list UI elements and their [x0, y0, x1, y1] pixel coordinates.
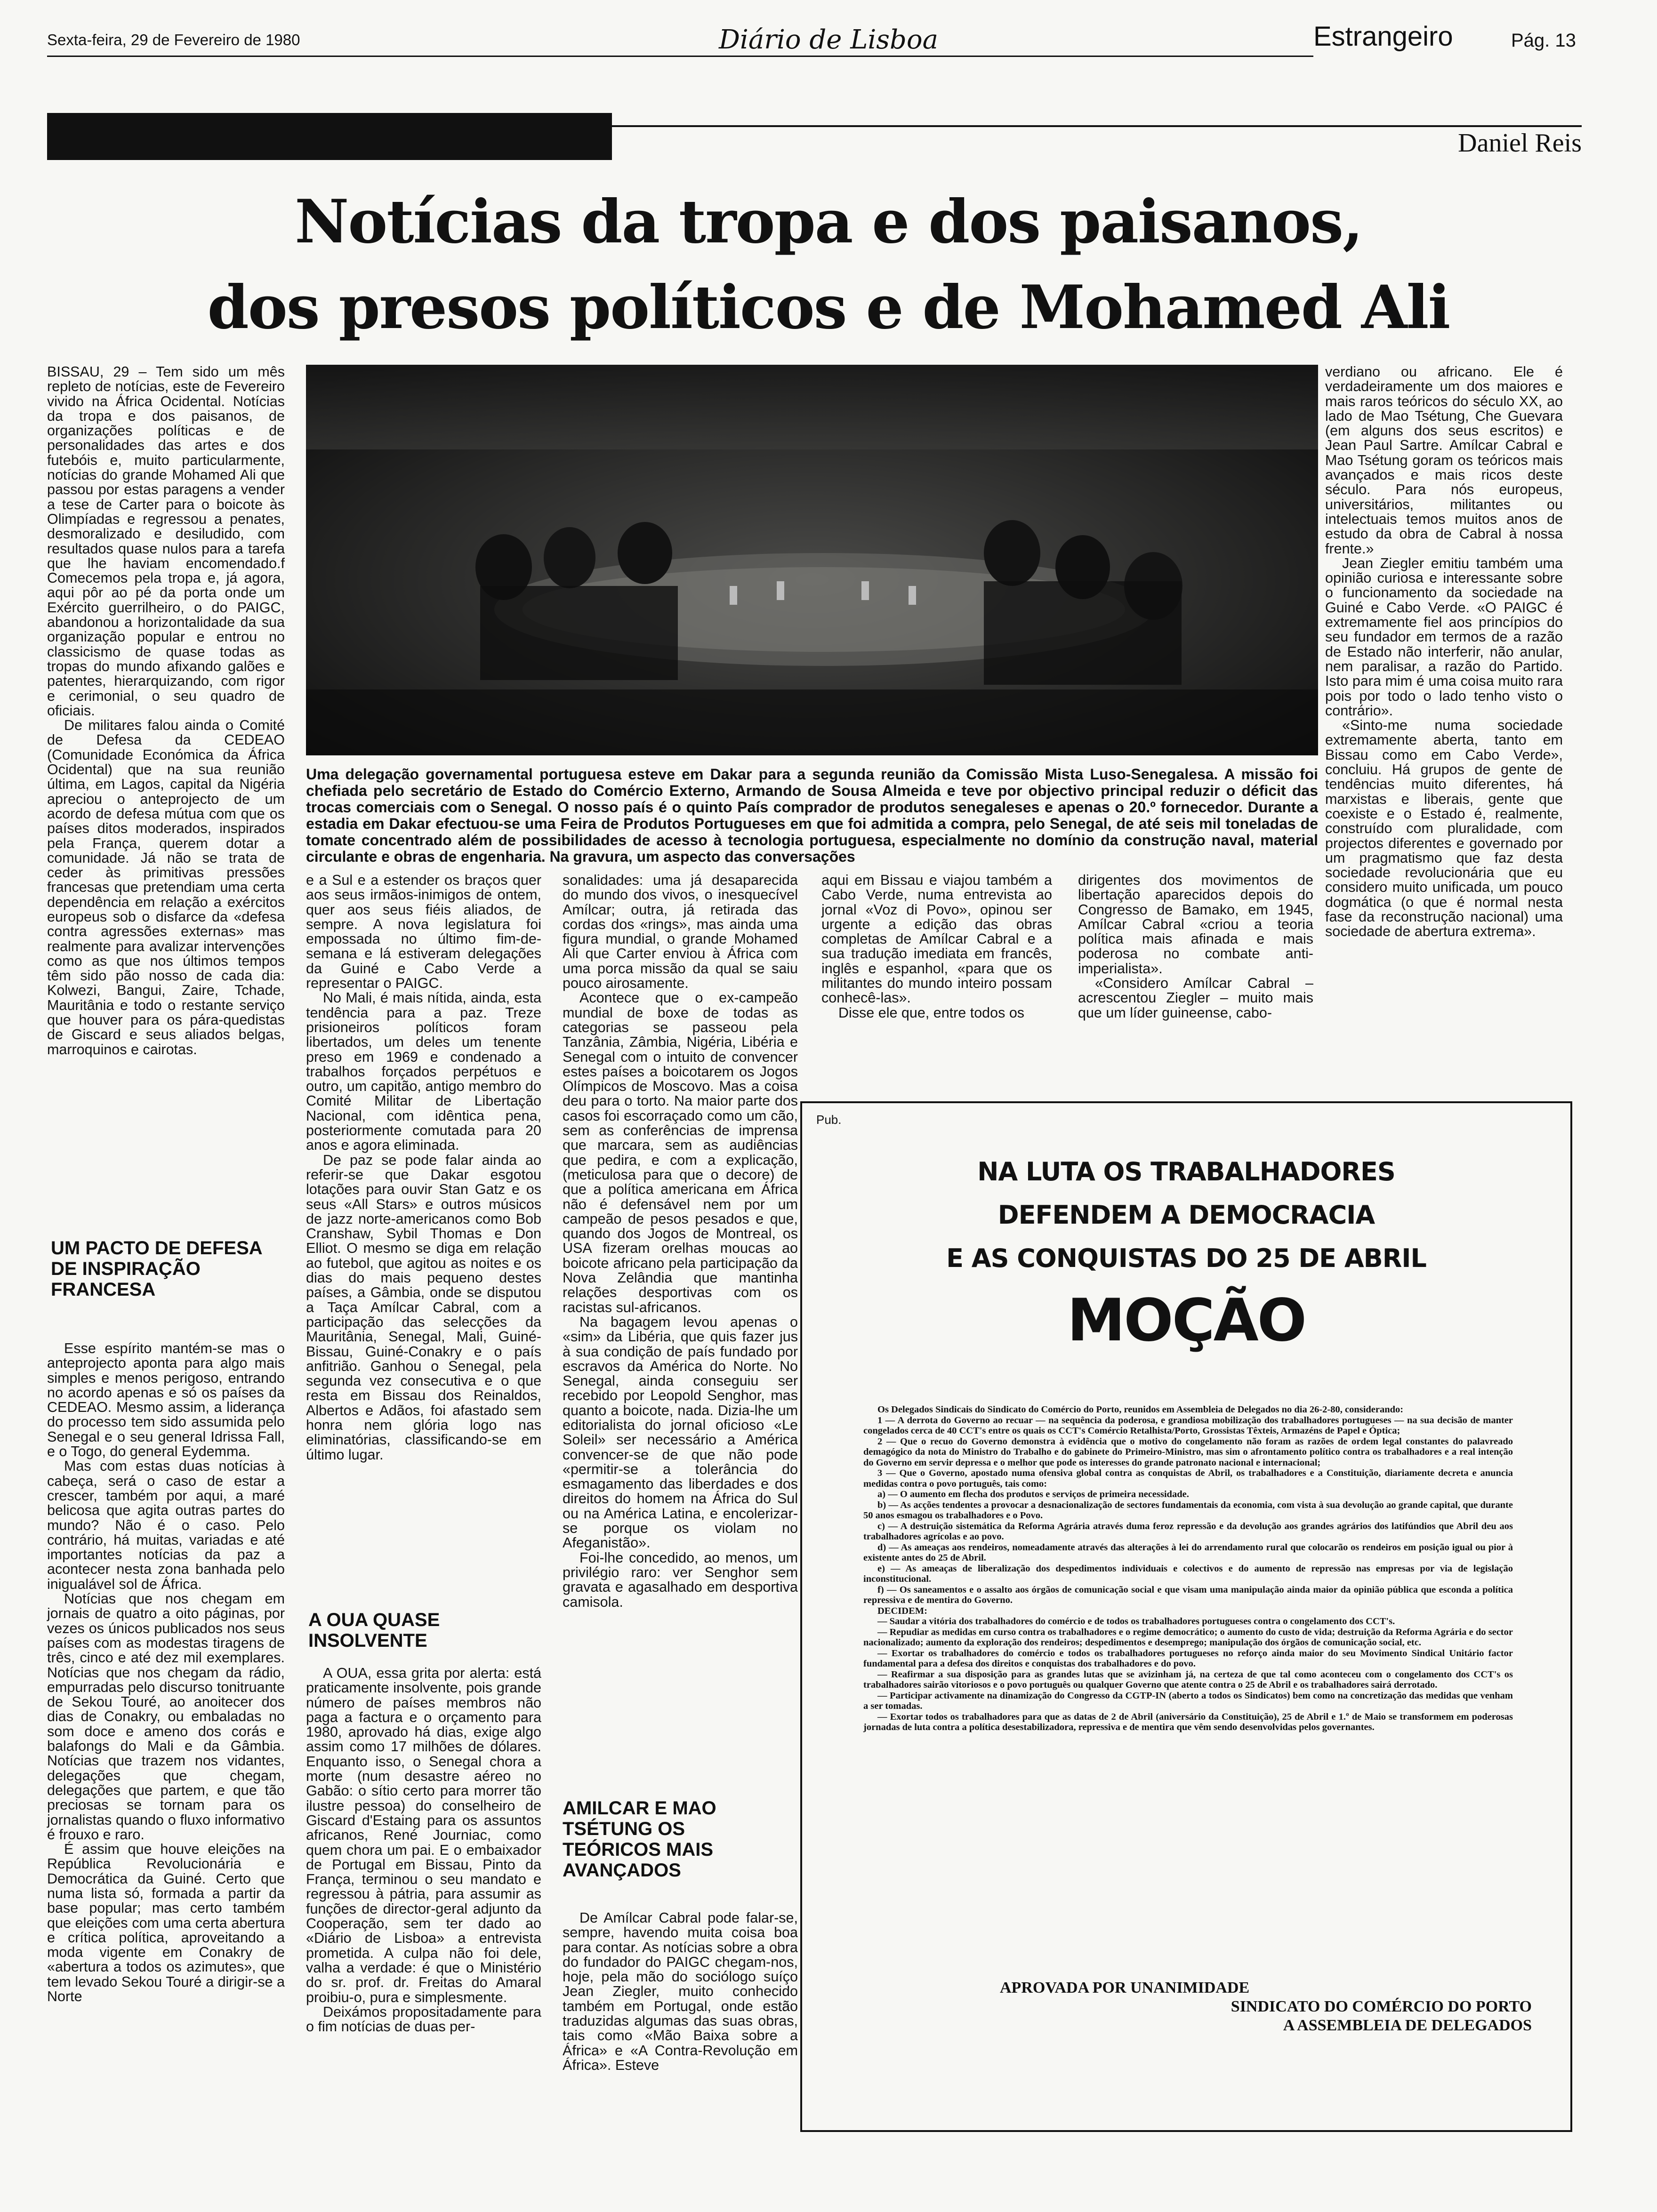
masthead: Diário de Lisboa	[719, 24, 938, 55]
article-column-2	[306, 873, 541, 1462]
article-column-5	[1078, 873, 1313, 1020]
article-column-1	[47, 365, 285, 1057]
paragraph: Jean Ziegler emitiu também uma opinião curiosa e interessante sobre o funcionamento da sociedade na Guiné e Cabo Verde. «O PAIGC é extremamente fiel aos princípios do seu fundador em termos de a razão de Estado não interferir, não anular, nem paralisar, a razão do Partido. Isto para mim é uma coisa muito rara pois por todo o lado tenho visto o contrário».	[1325, 555, 1563, 719]
paragraph: Deixámos propositadamente para o fim notícias de duas per-	[306, 2004, 541, 2035]
motion-paragraph: DECIDEM:	[877, 1605, 927, 1616]
motion-paragraph: b) — As acções tendentes a provocar a desnacionalização de sectores fundamentais da economia, com vista à sua devolução ao grande capital, que durante 50 anos esmagou os trabalhadores e o Povo.	[863, 1499, 1513, 1521]
paragraph: dirigentes dos movimentos de libertação aparecidos depois do Congresso de Bamako, em 1945, Amílcar Cabral «criou a teoria política mais afinada e mais poderosa no combate anti-imperialista».	[1078, 872, 1313, 977]
article-column-6	[1325, 365, 1563, 939]
motion-paragraph: — Exortar os trabalhadores do comércio e todos os trabalhadores portugueses no reforço ainda maior do seu Movimento Sindical Unitário factor fundamental para a defesa dos direitos e conquistas dos trabalhadores e do povo.	[863, 1648, 1513, 1669]
issue-date: Sexta-feira, 29 de Fevereiro de 1980	[47, 31, 300, 48]
article-column-2-cont	[306, 1666, 541, 2034]
subhead-text: AMILCAR E MAO TSÉTUNG OS TEÓRICOS MAIS AVANÇADOS	[563, 1798, 716, 1881]
paragraph: É assim que houve eleições na República Revolucionária e Democrática da Guiné. Certo que numa lista só, formada a partir da base popular; mas certo também que eleições com uma certa abertura e crítica política, aproveitando a moda vigente em Conakry de «abertura a todos os azimutes», que tem levado Sekou Touré a dirigir-se a Norte	[47, 1841, 285, 2005]
ad-title-line: E AS CONQUISTAS DO 25 DE ABRIL	[946, 1243, 1426, 1273]
paragraph: BISSAU, 29 – Tem sido um mês repleto de notícias, este de Fevereiro vivido na África Ocidental. Notícias da tropa e dos paisanos, de organizações políticas e de personalidades das artes e dos futebóis e, muito particularmente, notícias do grande Mohamed Ali que passou por estas paragens a vender a tese de Carter para o boicote às Olimpíadas e regressou a penates, desmoralizado e desiludido, com resultados quase nulos para a tarefa que lhe haviam encomendado.f Comecemos pela tropa e, já agora, aqui pôr ao pé da porta onde um Exército guerrilheiro, o do PAIGC, abandonou a horizontalidade da sua organização popular e entrou no classicismo de quase todas as tropas do mundo afixando galões e patentes, hierarquizando, com rigor e cerimonial, o seu quadro de oficiais.	[47, 364, 285, 719]
paragraph: De militares falou ainda o Comité de Defesa da CEDEAO (Comunidade Económica da África Ocidental) que na sua reunião última, em Lagos, capital da Nigéria apreciou o anteprojecto de um acordo de defesa mútua com que os países ditos moderados, inspirados pela França, querem dotar a comunidade. Já não se trata de ceder às primitivas pressões francesas que pretendiam uma certa dependência em relação a exércitos europeus sob o disfarce da «defesa contra agressões externas» mas realmente para avalizar intervenções como as que nos últimos tempos têm sido pão nosso de cada dia: Kolwezi, Bangui, Zaire, Tchade, Mauritânia e todo o restante serviço que houver para os pára-quedistas de Giscard e seus aliados belgas, marroquinos e cairotas.	[47, 717, 285, 1058]
ad-signature	[943, 1979, 1532, 2035]
ad-signature-line: APROVADA POR UNANIMIDADE	[1000, 1979, 1250, 1996]
news-photo	[306, 365, 1318, 755]
conference-photo	[306, 365, 1318, 755]
page-number: Pág. 13	[1511, 30, 1576, 51]
ad-title	[802, 1150, 1570, 1280]
paragraph: sonalidades: uma já desaparecida do mundo dos vivos, o inesquecível Amílcar; outra, já retirada das cordas dos «rings», mas ainda uma figura mundial, o grande Mohamed Ali que Carter enviou à África com uma porca missão da qual se saiu pouco airosamente.	[563, 872, 798, 992]
paragraph: Esse espírito mantém-se mas o anteprojecto aponta para algo mais simples e menos perigoso, entrando no acordo apenas e só os países da CEDEAO. Mesmo assim, a liderança do processo tem sido assumida pelo Senegal e o seu general Idrissa Fall, e o Togo, do general Eydemma.	[47, 1340, 285, 1460]
ad-signature-line: A ASSEMBLEIA DE DELEGADOS	[1283, 2017, 1532, 2034]
subhead-text: A OUA QUASE INSOLVENTE	[308, 1610, 440, 1651]
headline-line: Notícias da tropa e dos paisanos,	[295, 187, 1362, 256]
paragraph: Acontece que o ex-campeão mundial de boxe de todas as categorias se passeou pela Tanzânia, Zâmbia, Nigéria, Libéria e Senegal com o intuito de convencer estes países a boicotarem os Jogos Olímpicos de Moscovo. Mas a coisa deu para o torto. Na maior parte dos casos foi escorraçado como um cão, sem as conferências de imprensa que marcara, sem as audiências que pedira, e com a explicação, (meticulosa para que o decore) de que a política americana em África não é defensável nem por um campeão de pesos pesados e que, quando dos Jogos de Montreal, os USA fizeram orelhas moucas ao boicote africano pela participação da Nova Zelândia que mantinha relações desportivas com os racistas sul-africanos.	[563, 990, 798, 1315]
motion-paragraph: — Exortar todos os trabalhadores para que as datas de 2 de Abril (aniversário da Constituição), 25 de Abril e 1.º de Maio se transformem em poderosas jornadas de luta contra a política desestabilizadora, repressiva e de mentira que vêm sendo desenvolvidas pelos governantes.	[863, 1711, 1513, 1732]
ad-title-line: DEFENDEM A DEMOCRACIA	[997, 1200, 1375, 1230]
paragraph: Mas com estas duas notícias à cabeça, será o caso de estar a crescer, também por aqui, a maré belicosa que agita outras partes do mundo? Não é o caso. Pelo contrário, há muitas, variadas e até importantes notícias da paz a acontecer nesta zona banhada pelo inigualável sol de África.	[47, 1458, 285, 1592]
motion-paragraph: — Saudar a vitória dos trabalhadores do comércio e de todos os trabalhadores portugueses contra o congelamento dos CCT's.	[877, 1616, 1395, 1627]
subhead-text: UM PACTO DE DEFESA DE INSPIRAÇÃO FRANCESA	[51, 1238, 262, 1300]
headline	[94, 179, 1563, 350]
motion-paragraph: 3 — Que o Governo, apostado numa ofensiva global contra as conquistas de Abril, os trabalhadores e a Constituição, diariamente decreta e anuncia medidas contra o povo português, tais como:	[863, 1468, 1513, 1489]
header-rule	[47, 56, 1313, 57]
motion-paragraph: f) — Os saneamentos e o assalto aos órgãos de comunicação social e que visam uma manipulação ainda maior da opinião pública que esconda a política repressiva e de mentira do Governo.	[863, 1584, 1513, 1605]
mocao-title: MOÇÃO	[1067, 1287, 1306, 1354]
paragraph: No Mali, é mais nítida, ainda, esta tendência para a paz. Treze prisioneiros políticos foram libertados, um deles um tenente preso em 1969 e condenado a trabalhos forçados perpétuos e outro, um capitão, antigo membro do Comité Militar de Libertação Nacional, com idêntica pena, posteriormente comutada para 20 anos e agora eliminada.	[306, 990, 541, 1154]
motion-paragraph: — Participar activamente na dinamização do Congresso da CGTP-IN (aberto a todos os Sindicatos) bem como na concretização das medidas que venham a ser tomadas.	[863, 1690, 1513, 1711]
motion-paragraph: e) — As ameaças de liberalização dos despedimentos individuais e colectivos e do aumento de repressão nas empresas por via de legislação inconstitucional.	[863, 1563, 1513, 1584]
byline: Daniel Reis	[1458, 128, 1582, 158]
motion-paragraph: d) — As ameaças aos rendeiros, nomeadamente através das alterações à lei do arrendamento rural que colocarão os rendeiros em posição igual ou pior à existente antes do 25 de Abril.	[863, 1542, 1513, 1563]
paragraph: e a Sul e a estender os braços quer aos seus irmãos-inimigos de ontem, quer aos seus fiéis aliados, de sempre. A nova legislatura foi empossada no último fim-de-semana e lá estiveram delegações da Guiné e Cabo Verde a representar o PAIGC.	[306, 872, 541, 992]
article-column-3-cont	[563, 1911, 798, 2073]
paragraph: aqui em Bissau e viajou também a Cabo Verde, numa entrevista ao jornal «Voz di Povo», opinou ser urgente a edição das obras completas de Amílcar Cabral e a sua tradução imediata em francês, inglês e espanhol, «para que os militantes do mundo inteiro possam conhecê-las».	[821, 872, 1052, 1006]
article-column-3	[563, 873, 798, 1610]
ad-signature-line: SINDICATO DO COMÉRCIO DO PORTO	[1231, 1998, 1532, 2015]
subhead-oua	[308, 1610, 534, 1659]
paragraph: Na bagagem levou apenas o «sim» da Libéria, que quis fazer jus à sua condição de país fundado por escravos da América do Norte. No Senegal, ainda conseguiu ser recebido por Leopold Senghor, mas quanto a boicote, nada. Dizia-lhe um editorialista do jornal oficioso «Le Soleil» ser necessário a América convencer-se de que não pode «permitir-se a tolerância do esmagamento das liberdades e dos direitos do homem na África do Sul ou na América Latina, e encolerizar-se porque os violam no Afeganistão».	[563, 1314, 798, 1551]
subhead-defesa	[51, 1238, 277, 1307]
paragraph: verdiano ou africano. Ele é verdadeiramente um dos maiores e mais raros teóricos do século XX, ao lado de Mao Tsétung, Che Guevara (em alguns dos seus escritos) e Jean Paul Sartre. Amílcar Cabral e Mao Tsétung goram os teóricos mais avançados e mais ricos deste século. Para nós europeus, universitários, militantes ou intelectuais temos muitos anos de estudo da obra de Cabral à nossa frente.»	[1325, 364, 1563, 557]
paragraph: De Amílcar Cabral pode falar-se, sempre, havendo muita coisa boa para contar. As notícias sobre a obra do fundador do PAIGC chegam-nos, hoje, pela mão do sociólogo suíço Jean Ziegler, muito conhecido também em Portugal, onde estão traduzidas algumas das suas obras, tais como «Mão Baixa sobre a África» e «A Contra-Revolução em África». Esteve	[563, 1910, 798, 2073]
motion-paragraph: a) — O aumento em flecha dos produtos e serviços de primeira necessidade.	[877, 1489, 1189, 1499]
paragraph: De paz se pode falar ainda ao referir-se que Dakar esgotou lotações para ouvir Stan Gatz e os seus «All Stars» e outros músicos de jazz norte-americanos como Bob Cranshaw, Sybil Thomas e Don Elliot. O mesmo se diga em relação ao futebol, que agitou as noites e os dias do mais pequeno destes países, a Gâmbia, onde se disputou a Taça Amílcar Cabral, com a participação das selecções da Mauritânia, Senegal, Mali, Guiné-Bissau, Guiné-Conakry e o país anfitrião. Ganhou o Senegal, pela segunda vez consecutiva e o que resta em Bissau dos Reinaldos, Albertos e Adãos, foi afastado sem honra nem glória logo nas eliminatórias, classificando-se em último lugar.	[306, 1152, 541, 1463]
black-banner	[47, 113, 612, 160]
paragraph: Notícias que nos chegam em jornais de quatro a oito páginas, por vezes os únicos publicados nos seus países com as modestas tiragens de três, cinco e até dez mil exemplares. Notícias que nos chegam da rádio, empurradas pelo discurso tonitruante de Sekou Touré, ao anoitecer dos dias de Conakry, ou embaladas no som doce e ameno dos corás e balafongs do Mali e da Gâmbia. Notícias que trazem nos vidantes, delegações que chegam, delegações que partem, e que tão preciosas se tornam para os jornalistas quando o fluxo informativo é frouxo e raro.	[47, 1591, 285, 1843]
motion-paragraph: 1 — A derrota do Governo ao recuar — na sequência da poderosa, e grandiosa mobilização dos trabalhadores portugueses — na sua decisão de manter congelados cerca de 40 CCT's entre os quais os CCT's Comércio Retalhista/Porto, Grossistas Têxteis, Armazéns de Papel e Óptica;	[863, 1415, 1513, 1436]
motion-paragraph: — Repudiar as medidas em curso contra os trabalhadores e o regime democrático; o aumento do custo de vida; destruição da Reforma Agrária e do sector nacionalizado; aumento da exploração dos rendeiros; despedimentos e desemprego; manipulação dos órgãos de comunicação social, etc.	[863, 1627, 1513, 1648]
article-column-4	[821, 873, 1052, 1020]
paragraph: A OUA, essa grita por alerta: está praticamente insolvente, pois grande número de países membros não paga a factura e o orçamento para 1980, aprovado há dias, exige algo assim como 17 milhões de dólares. Enquanto isso, o Senegal chora a morte (num desastre aéreo no Gabão: o sítio certo para morrer tão ilustre pessoa) do conselheiro de Giscard d'Estaing para os assuntos africanos, René Journiac, como quem chora um pai. E o embaixador de Portugal em Bissau, Pinto da França, terminou o seu mandato e regressou à pátria, para assumir as funções de director-geral adjunto da Cooperação, sem ter dado ao «Diário de Lisboa» a entrevista prometida. A culpa não foi dele, valha a verdade: é que o Ministério do sr. prof. dr. Freitas do Amaral proibiu-o, pura e simplesmente.	[306, 1665, 541, 2005]
pub-label: Pub.	[816, 1113, 842, 1127]
paragraph: «Sinto-me numa sociedade extremamente aberta, tanto em Bissau como em Cabo Verde», concluiu. Há grupos de gente de tendências muito diferentes, há marxistas e liberais, gente que coexiste e o Estado é, realmente, construído com pluralidade, com projectos diferentes e governado por um pragmatismo que faz desta sociedade revolucionária que eu considero muito unificada, um pouco dogmática (o que é normal nesta fase da reconstrução nacional) uma sociedade de abertura extrema».	[1325, 717, 1563, 940]
banner-rule	[612, 125, 1582, 127]
photo-caption: Uma delegação governamental portuguesa esteve em Dakar para a segunda reunião da Comissão Mista Luso-Senegalesa. A missão foi chefiada pelo secretário de Estado do Comércio Externo, Armando de Sousa Almeida e teve por objectivo principal reduzir o déficit das trocas comerciais com o Senegal. O nosso país é o quinto País comprador de produtos senegaleses e apenas o 20.º fornecedor. Durante a estadia em Dakar efectuou-se uma Feira de Produtos Portugueses em que foi admitida a compra, pelo Senegal, de até seis mil toneladas de tomate concentrado além de possibilidades de acesso à tecnologia portuguesa, especialmente no domínio da construção naval, material circulante e obras de engenharia. Na gravura, um aspecto das conversações	[306, 766, 1318, 865]
subhead-amilcar	[563, 1798, 788, 1888]
motion-text	[863, 1404, 1513, 1733]
union-advertisement	[800, 1101, 1572, 2132]
paragraph: «Considero Amílcar Cabral – acrescentou Ziegler – muito mais que um líder guineense, cabo-	[1078, 975, 1313, 1021]
article-column-1-cont	[47, 1341, 285, 2004]
motion-paragraph: c) — A destruição sistemática da Reforma Agrária através duma feroz repressão e da devolução aos grandes agrários dos latifúndios que Abril deu aos trabalhadores agrícolas e ao povo.	[863, 1521, 1513, 1542]
motion-paragraph: 2 — Que o recuo do Governo demonstra à evidência que o motivo do congelamento não foram as razões de ordem legal constantes do palavreado demagógico da nota do Ministro do Trabalho e do gabinete do Primeiro-Ministro, mas sim o afrontamento político contra os trabalhadores e a real intenção do Governo em servir depressa e o melhor que pode os interesses do grande patronato nacional e internacional;	[863, 1436, 1513, 1468]
section-name: Estrangeiro	[1313, 21, 1453, 52]
headline-line: dos presos políticos e de Mohamed Ali	[207, 272, 1450, 342]
paragraph: Disse ele que, entre todos os	[838, 1004, 1025, 1021]
motion-paragraph: Os Delegados Sindicais do Sindicato do Comércio do Porto, reunidos em Assembleia de Delegados no dia 26-2-80, considerando:	[877, 1404, 1404, 1415]
motion-paragraph: — Reafirmar a sua disposição para as grandes lutas que se avizinham já, na certeza de que tal como aconteceu com o congelamento dos CCT's os trabalhadores sairão vitoriosos e o povo português ou qualquer Governo que atente contra o 25 de Abril e os trabalhadores sairá derrotado.	[863, 1669, 1513, 1690]
paragraph: Foi-lhe concedido, ao menos, um privilégio raro: ver Senghor sem gravata e agasalhado em desportiva camisola.	[563, 1549, 798, 1610]
ad-title-line: NA LUTA OS TRABALHADORES	[977, 1157, 1395, 1186]
